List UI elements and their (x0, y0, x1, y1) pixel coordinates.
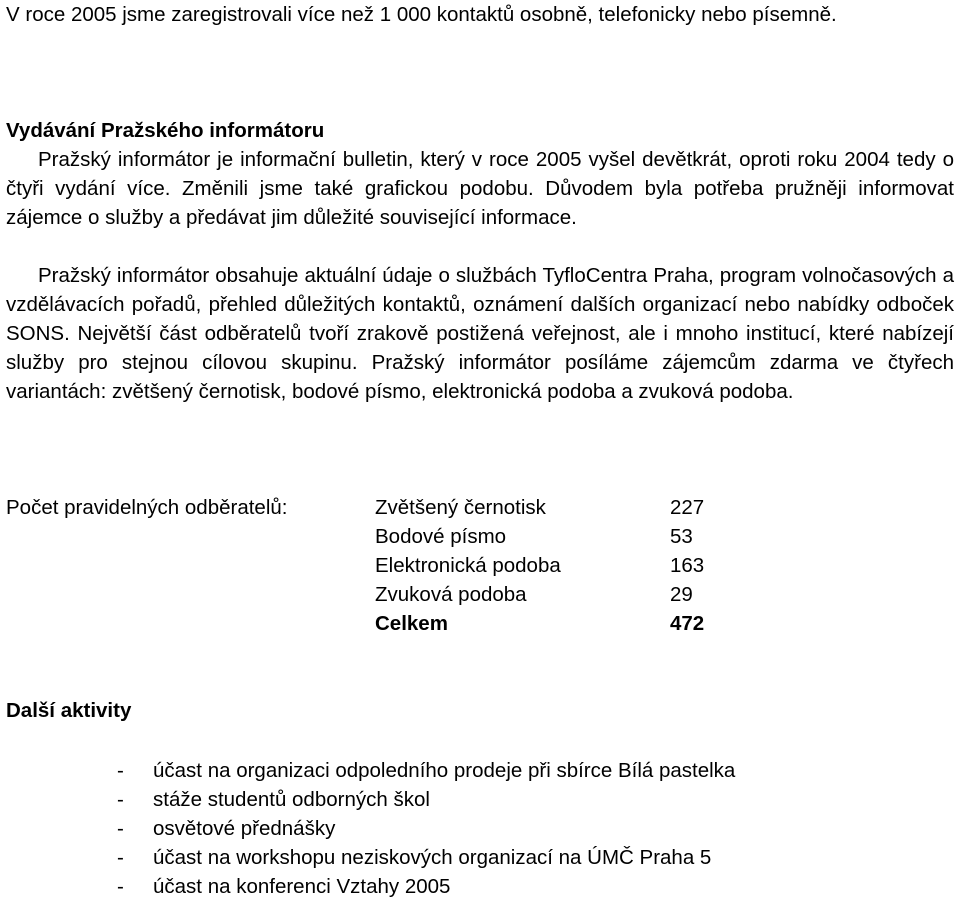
subscriber-count: 163 (670, 554, 705, 577)
subscriber-count: 29 (670, 583, 693, 606)
subscriber-count: 227 (670, 496, 705, 519)
subscribers-table (6, 493, 726, 638)
subscribers-total-label: Celkem (375, 612, 448, 635)
subscribers-row (6, 580, 726, 609)
activity-text: účast na organizaci odpoledního prodeje při sbírce Bílá pastelka (153, 759, 736, 782)
activity-text: osvětové přednášky (153, 817, 336, 840)
activity-text: účast na konferenci Vztahy 2005 (153, 875, 451, 898)
list-dash: - (117, 759, 124, 782)
informator-paragraph-1: Pražský informátor je informační bulletin, který v roce 2005 vyšel devětkrát, oproti roku 2004 tedy o čtyři vydání více. Změnili jsme také grafickou podobu. Důvodem byla potřeba pružněji informovat zájemce o služby a předávat jim důležité související informace. (6, 148, 954, 229)
activity-text: účast na workshopu neziskových organizací na ÚMČ Praha 5 (153, 846, 712, 869)
subscribers-total-row (6, 609, 726, 638)
list-dash: - (117, 788, 124, 811)
subscriber-type: Bodové písmo (375, 525, 507, 548)
subscriber-type: Elektronická podoba (375, 554, 561, 577)
list-dash: - (117, 846, 124, 869)
subscriber-type: Zvuková podoba (375, 583, 527, 606)
subscribers-row (6, 522, 726, 551)
list-dash: - (117, 817, 124, 840)
activities-heading: Další aktivity (6, 699, 132, 722)
activity-text: stáže studentů odborných škol (153, 788, 430, 811)
informator-paragraph-2: Pražský informátor obsahuje aktuální údaje o službách TyfloCentra Praha, program volnočasových a vzdělávacích pořadů, přehled důležitých kontaktů, oznámení dalších organizací nebo nabídky odboček SONS. Největší část odběratelů tvoří zrakově postižená veřejnost, ale i mnoho institucí, které nabízejí služby pro stejnou cílovou skupinu. Pražský informátor posíláme zájemcům zdarma ve čtyřech variantách: zvětšený černotisk, bodové písmo, elektronická podoba a zvuková podoba. (6, 264, 954, 403)
subscriber-type: Zvětšený černotisk (375, 496, 546, 519)
subscribers-label: Počet pravidelných odběratelů: (6, 496, 288, 519)
list-dash: - (117, 875, 124, 898)
intro-paragraph: V roce 2005 jsme zaregistrovali více než 1 000 kontaktů osobně, telefonicky nebo písemně. (6, 3, 837, 26)
subscribers-row (6, 493, 726, 522)
subscribers-row (6, 551, 726, 580)
subscribers-total-count: 472 (670, 612, 705, 635)
informator-heading: Vydávání Pražského informátoru (6, 119, 325, 142)
subscriber-count: 53 (670, 525, 693, 548)
